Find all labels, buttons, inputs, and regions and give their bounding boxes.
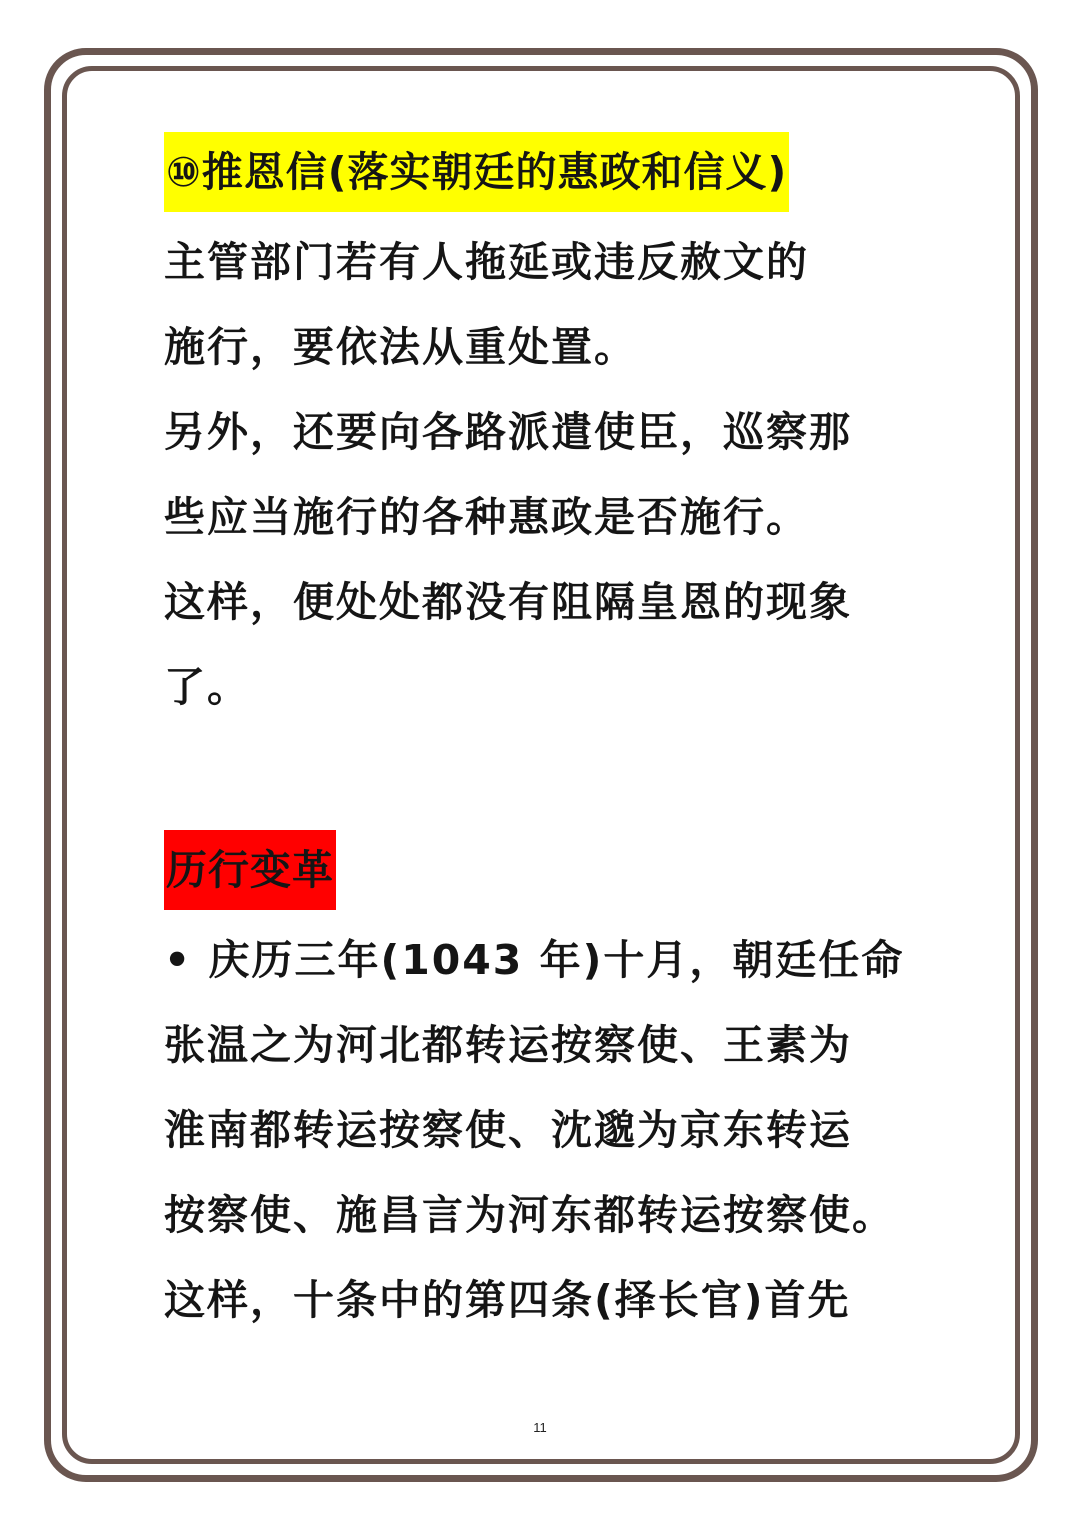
paragraph-line: 张温之为河北都转运按察使、王素为 [164,1021,852,1069]
paragraph-line: 另外，还要向各路派遣使臣，巡察那 [164,408,852,456]
paragraph-line: 主管部门若有人拖延或违反赦文的 [164,238,809,286]
paragraph-line: 了。 [164,663,250,711]
section-1-heading: ⑩推恩信(落实朝廷的惠政和信义) [164,132,789,212]
paragraph-line: 些应当施行的各种惠政是否施行。 [164,493,809,541]
document-body [164,132,924,1343]
page-number: 11 [533,1420,547,1435]
paragraph-line: 这样，十条中的第四条(择长官)首先 [164,1276,851,1324]
paragraph-line: 按察使、施昌言为河东都转运按察使。 [164,1191,895,1239]
section-2 [164,830,924,1343]
paragraph-line: 这样，便处处都没有阻隔皇恩的现象 [164,578,852,626]
paragraph-line: 淮南都转运按察使、沈邈为京东转运 [164,1106,852,1154]
section-1 [164,132,924,730]
paragraph-line: • 庆历三年(1043 年)十月，朝廷任命 [164,936,905,984]
paragraph-line: 施行，要依法从重处置。 [164,323,637,371]
section-2-heading: 历行变革 [164,830,336,910]
